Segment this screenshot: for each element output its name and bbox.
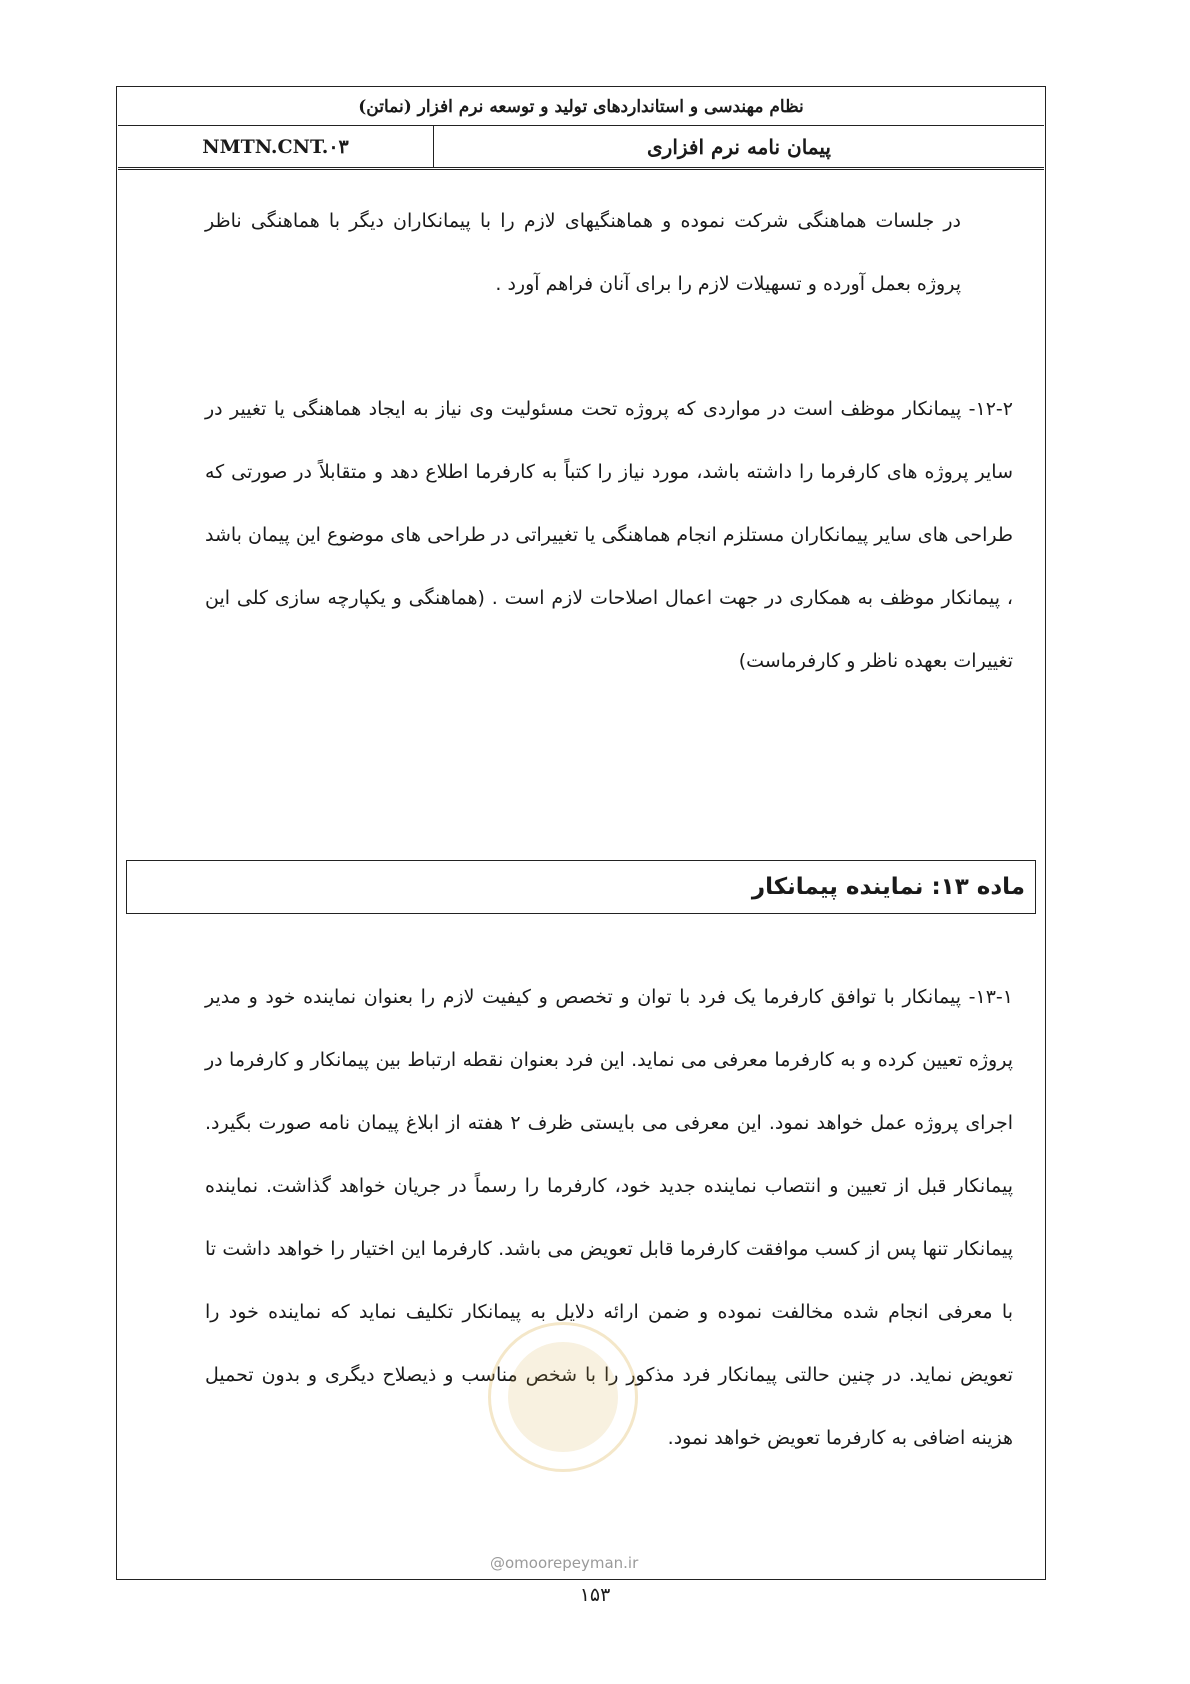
doc-title: پیمان نامه نرم افزاری — [647, 134, 831, 159]
section-13-title: ماده ۱۳: نماینده پیمانکار — [751, 874, 1025, 900]
page-number: ۱۵۳ — [579, 1584, 611, 1606]
header-system-title — [118, 88, 1044, 126]
system-title-text: نظام مهندسی و استانداردهای تولید و توسعه نرم افزار (نماتن) — [358, 96, 804, 117]
clause-13-1: ۱۳-۱- پیمانکار با توافق کارفرما یک فرد با توان و تخصص و کیفیت لازم را بعنوان نماینده خود و مدیر پروژه تعیین کرده و به کارفرما معرفی می نماید. این فرد بعنوان نقطه ارتباط بین پیمانکار و کارفرما در اجرای پروژه عمل خواهد نمود. این معرفی می بایستی ظرف ۲ هفته از ابلاغ پیمان نامه صورت بگیرد. پیمانکار قبل از تعیین و انتصاب نماینده جدید خود، کارفرما را رسماً در جریان خواهد گذاشت. نماینده پیمانکار تنها پس از کسب موافقت کارفرما قابل تعویض می باشد. کارفرما این اختیار را خواهد داشت تا با معرفی انجام شده مخالفت نموده و ضمن ارائه دلایل به پیمانکار تکلیف نماید که نماینده خود را تعویض نماید. در چنین حالتی پیمانکار فرد مذکور را با شخص مناسب و ذیصلاح دیگری و بدون تحمیل هزینه اضافی به کارفرما تعویض خواهد نمود. — [205, 986, 1013, 1449]
section-13-heading — [126, 860, 1036, 914]
doc-code: NMTN.CNT.۰۳ — [118, 126, 434, 167]
clause-12-2: ۱۲-۲- پیمانکار موظف است در مواردی که پروژه تحت مسئولیت وی نیاز به ایجاد هماهنگی یا تغییر در سایر پروژه های کارفرما را داشته باشد، مورد نیاز را کتباً به کارفرما اطلاع دهد و متقابلاً در صورتی که طراحی های سایر پیمانکاران مستلزم انجام هماهنگی یا تغییراتی در طراحی های موضوع این پیمان باشد ، پیمانکار موظف به همکاری در جهت اعمال اصلاحات لازم است . (هماهنگی و یکپارچه سازی کلی این تغییرات بعهده ناظر و کارفرماست) — [205, 398, 1013, 672]
header-doc-row — [118, 126, 1044, 170]
watermark-url: @omoorepeyman.ir — [490, 1554, 639, 1572]
continued-paragraph: در جلسات هماهنگی شرکت نموده و هماهنگیهای لازم را با پیمانکاران دیگر با هماهنگی ناظر پروژه بعمل آورده و تسهیلات لازم را برای آنان فراهم آورد . — [205, 210, 961, 295]
